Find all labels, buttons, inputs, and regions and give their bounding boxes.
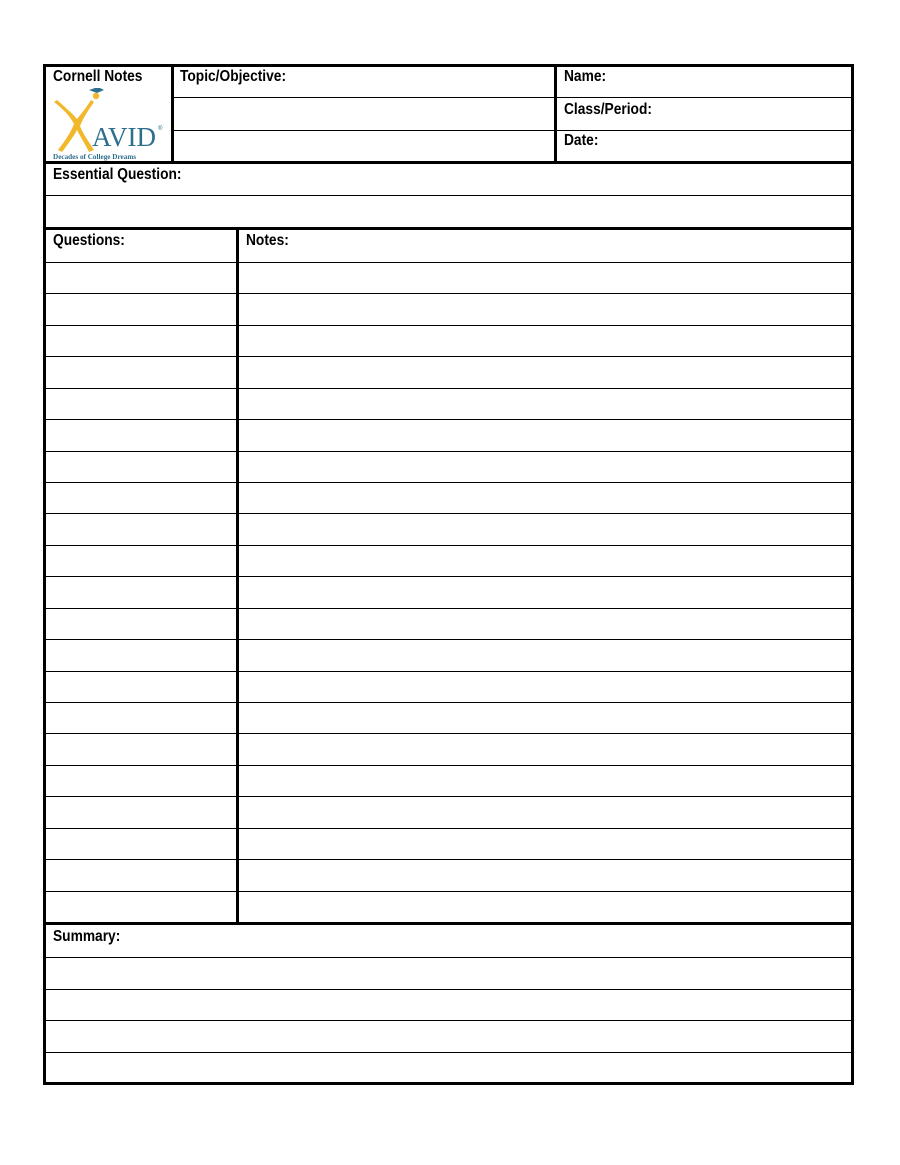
notes-row-rule bbox=[43, 356, 854, 357]
notes-row-rule bbox=[43, 451, 854, 452]
class-period-label: Class/Period: bbox=[564, 101, 652, 118]
summary-label: Summary: bbox=[53, 928, 121, 945]
questions-label: Questions: bbox=[53, 232, 125, 249]
name-label: Name: bbox=[564, 68, 607, 85]
notes-bottom-rule bbox=[43, 922, 854, 925]
notes-row-rule bbox=[43, 419, 854, 420]
essential-question-rule bbox=[43, 195, 854, 196]
header-rule bbox=[172, 130, 854, 131]
notes-row-rule bbox=[43, 388, 854, 389]
notes-row-rule bbox=[43, 545, 854, 546]
notes-row-rule bbox=[43, 733, 854, 734]
notes-row-rule bbox=[43, 482, 854, 483]
notes-row-rule bbox=[43, 293, 854, 294]
notes-row-rule bbox=[43, 796, 854, 797]
notes-row-rule bbox=[43, 608, 854, 609]
summary-row-rule bbox=[43, 1052, 854, 1053]
summary-row-rule bbox=[43, 989, 854, 990]
header-divider-logo bbox=[171, 64, 174, 164]
notes-row-rule bbox=[43, 891, 854, 892]
header-rule bbox=[172, 97, 854, 98]
notes-row-rule bbox=[43, 513, 854, 514]
logo-trademark: ® bbox=[158, 126, 163, 132]
topic-objective-label: Topic/Objective: bbox=[180, 68, 287, 85]
notes-row-rule bbox=[43, 702, 854, 703]
notes-row-rule bbox=[43, 576, 854, 577]
notes-row-rule bbox=[43, 859, 854, 860]
notes-row-rule bbox=[43, 262, 854, 263]
cornell-notes-sheet bbox=[43, 64, 854, 1085]
essential-question-label: Essential Question: bbox=[53, 166, 182, 183]
logo-wordmark: AVID bbox=[92, 122, 157, 152]
notes-row-rule bbox=[43, 765, 854, 766]
summary-row-rule bbox=[43, 957, 854, 958]
sheet-title: Cornell Notes bbox=[53, 68, 143, 85]
essential-bottom-rule bbox=[43, 227, 854, 230]
date-label: Date: bbox=[564, 132, 599, 149]
notes-row-rule bbox=[43, 639, 854, 640]
notes-row-rule bbox=[43, 671, 854, 672]
notes-label: Notes: bbox=[246, 232, 289, 249]
notes-row-rule bbox=[43, 325, 854, 326]
avid-logo bbox=[52, 88, 167, 162]
summary-row-rule bbox=[43, 1020, 854, 1021]
header-divider-name bbox=[554, 64, 557, 164]
avid-figure-icon bbox=[52, 88, 167, 162]
logo-tagline: Decades of College Dreams bbox=[53, 153, 137, 161]
notes-row-rule bbox=[43, 828, 854, 829]
